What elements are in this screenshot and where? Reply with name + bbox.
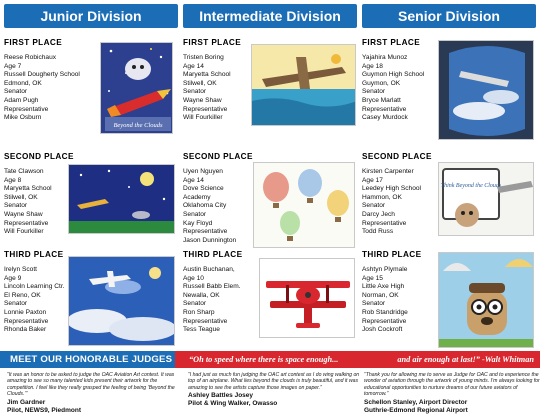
judge-title: Pilot, NEWS9, Piedmont <box>7 406 82 414</box>
winner-name: Irelyn Scott <box>4 266 37 273</box>
senator-name: Wayne Shaw <box>183 96 222 104</box>
artwork-image <box>68 164 175 234</box>
hot-air-balloons-artwork <box>254 163 355 248</box>
senator-label: Senator <box>362 202 386 210</box>
third-place-entry <box>4 250 178 335</box>
winner-name: Yajahira Munoz <box>362 54 408 61</box>
representative-label: Representative <box>4 219 49 227</box>
whitman-quote-banner <box>175 351 540 368</box>
junior-division <box>4 4 178 340</box>
artwork-image <box>100 42 173 134</box>
winner-age: Age 8 <box>4 176 22 184</box>
winner-city: Newalla, OK <box>183 291 220 299</box>
winner-school: Little Axe High <box>362 283 405 291</box>
tablet-pilot-artwork <box>439 163 534 236</box>
judge-name: Jim Gardner <box>7 398 46 406</box>
rocket-artwork <box>101 43 173 134</box>
judge-name: Ashley Battles Josey <box>188 392 254 400</box>
place-title: FIRST PLACE <box>4 38 63 47</box>
judge-entry <box>188 372 364 408</box>
winner-city: El Reno, OK <box>4 291 41 299</box>
winner-name: Reese Robichaux <box>4 54 57 61</box>
third-place-entry <box>362 250 536 335</box>
division-header: Intermediate Division <box>183 4 357 28</box>
winner-details <box>4 54 94 123</box>
judge-entry <box>7 372 183 415</box>
second-place-entry <box>183 152 357 245</box>
senator-label: Senator <box>4 202 28 210</box>
first-place-entry <box>183 38 357 123</box>
artwork-image <box>438 162 534 236</box>
parachute-dog-artwork <box>439 253 534 348</box>
artwork-image <box>253 162 355 248</box>
representative-name: Will Fourkiller <box>183 114 223 122</box>
artwork-image <box>438 40 534 140</box>
senior-division <box>362 4 536 340</box>
winner-age: Age 10 <box>183 274 204 282</box>
place-title: FIRST PLACE <box>183 38 242 47</box>
winner-name: Tristen Boring <box>183 54 224 61</box>
artwork-image <box>68 256 175 346</box>
artwork-caption: Beyond the Clouds <box>113 122 163 129</box>
winner-age: Age 15 <box>362 274 383 282</box>
second-place-entry <box>4 152 178 237</box>
winner-name: Ashtyn Plymale <box>362 266 408 273</box>
representative-name: Josh Cockroft <box>362 326 403 334</box>
quote-right <box>397 351 534 368</box>
artwork-image <box>251 44 356 126</box>
winner-city: Stilwell, OK <box>183 79 217 87</box>
airplane-window-artwork <box>439 41 534 140</box>
place-title: THIRD PLACE <box>362 250 422 259</box>
representative-name: Mike Osburn <box>4 114 42 122</box>
representative-label: Representative <box>183 228 228 236</box>
representative-label: Representative <box>362 105 407 113</box>
winner-school: Maryetta School <box>4 185 52 193</box>
winner-school: Lincoln Learning Ctr. <box>4 283 65 291</box>
intermediate-division <box>183 4 357 340</box>
representative-name: Jason Dunnington <box>183 236 237 244</box>
first-place-entry <box>4 38 178 129</box>
winner-city: Norman, OK <box>362 291 399 299</box>
senator-label: Senator <box>362 300 386 308</box>
senator-name: Darcy Jech <box>362 210 395 218</box>
senator-name: Ron Sharp <box>183 308 215 316</box>
winner-city: Hammon, OK <box>362 193 402 201</box>
judge-quote: “I had just as much fun judging the OAC art contest as I do wing walking on top of an airplane. What lies beyond the clouds is truly beautiful, and it was amazing to see the artists capture those images on paper.” <box>188 372 360 391</box>
artwork-image <box>259 258 355 338</box>
winner-name: Tate Clawson <box>4 168 44 175</box>
winner-name: Kirsten Carpenter <box>362 168 414 175</box>
senator-label: Senator <box>183 88 207 96</box>
senator-name: Adam Pugh <box>4 96 39 104</box>
senator-label: Senator <box>4 88 28 96</box>
winner-age: Age 7 <box>4 62 22 70</box>
senator-name: Wayne Shaw <box>4 210 43 218</box>
representative-label: Representative <box>4 317 49 325</box>
winner-city: Edmond, OK <box>4 79 42 87</box>
winner-age: Age 14 <box>183 176 204 184</box>
plane-over-sea-artwork <box>252 45 356 126</box>
senator-name: Bryce Marlatt <box>362 96 401 104</box>
quote-left: “Oh to speed where there is space enough... <box>189 355 339 364</box>
place-title: FIRST PLACE <box>362 38 421 47</box>
representative-label: Representative <box>4 105 49 113</box>
winner-age: Age 18 <box>362 62 383 70</box>
representative-name: Rhonda Baker <box>4 326 47 334</box>
division-header: Junior Division <box>4 4 178 28</box>
red-biplane-artwork <box>260 259 355 338</box>
quote-right-text: and air enough at last!” <box>397 355 480 364</box>
winner-school: Leedey High School <box>362 185 422 193</box>
place-title: SECOND PLACE <box>362 152 432 161</box>
senator-name: Kay Floyd <box>183 219 213 227</box>
judge-quote: “It was an honor to be asked to judge the OAC Aviation Art contest. It was amazing to see so many talented kids present their artwork for the competition. I feel like they really grasped the feeling of being ‘Beyond the Clouds.’” <box>7 372 175 398</box>
winner-school: Guymon High School <box>362 71 425 79</box>
night-sky-artwork <box>69 165 175 234</box>
judge-quote: “Thank you for allowing me to serve as Judge for OAC and to experience the wonder of aviation through the artwork of young minds. I’m always looking for educational opportunities to nurture dreams of our future aviators of tomorrow.” <box>364 372 540 398</box>
quote-author: -Walt Whitman <box>481 355 534 364</box>
sky-clouds-artwork <box>69 257 175 346</box>
senator-label: Senator <box>362 88 386 96</box>
representative-label: Representative <box>362 219 407 227</box>
artwork-caption: Think Beyond the Clouds <box>440 183 502 189</box>
winner-city: Oklahoma City <box>183 202 227 210</box>
winner-age: Age 17 <box>362 176 383 184</box>
place-title: SECOND PLACE <box>183 152 253 161</box>
representative-name: Will Fourkiller <box>4 228 44 236</box>
first-place-entry <box>362 38 536 123</box>
representative-label: Representative <box>183 105 228 113</box>
senator-label: Senator <box>183 210 207 218</box>
second-place-entry <box>362 152 536 237</box>
senator-label: Senator <box>183 300 207 308</box>
winner-name: Austin Buchanan, <box>183 266 235 273</box>
judges-banner <box>0 351 540 368</box>
senator-name: Rob Standridge <box>362 308 408 316</box>
judge-entry <box>364 372 540 415</box>
place-title: THIRD PLACE <box>4 250 64 259</box>
winner-age: Age 9 <box>4 274 22 282</box>
representative-name: Todd Russ <box>362 228 394 236</box>
judge-name: Schellon Stanley, Airport Director <box>364 398 468 406</box>
winner-school: Russell Dougherty School <box>4 71 80 79</box>
winner-school-cont: Academy <box>183 193 211 201</box>
representative-label: Representative <box>183 317 228 325</box>
artwork-image <box>438 252 534 348</box>
place-title: SECOND PLACE <box>4 152 74 161</box>
third-place-entry <box>183 250 357 335</box>
winner-city: Stilwell, OK <box>4 193 38 201</box>
division-header: Senior Division <box>362 4 536 28</box>
winner-name: Uyen Nguyen <box>183 168 223 175</box>
senator-label: Senator <box>4 300 28 308</box>
winner-school: Maryetta School <box>183 71 231 79</box>
place-title: THIRD PLACE <box>183 250 243 259</box>
representative-label: Representative <box>362 317 407 325</box>
judge-title: Guthrie-Edmond Regional Airport <box>364 406 468 414</box>
winner-school: Russell Babb Elem. <box>183 283 241 291</box>
winner-city: Guymon, OK <box>362 79 401 87</box>
senator-name: Lonnie Paxton <box>4 308 47 316</box>
representative-name: Casey Murdock <box>362 114 408 122</box>
winner-school: Dove Science <box>183 185 224 193</box>
judges-heading: MEET OUR HONORABLE JUDGES <box>10 354 173 365</box>
representative-name: Tess Teague <box>183 326 220 334</box>
judge-title: Pilot & Wing Walker, Owasso <box>188 400 278 408</box>
winner-age: Age 14 <box>183 62 204 70</box>
